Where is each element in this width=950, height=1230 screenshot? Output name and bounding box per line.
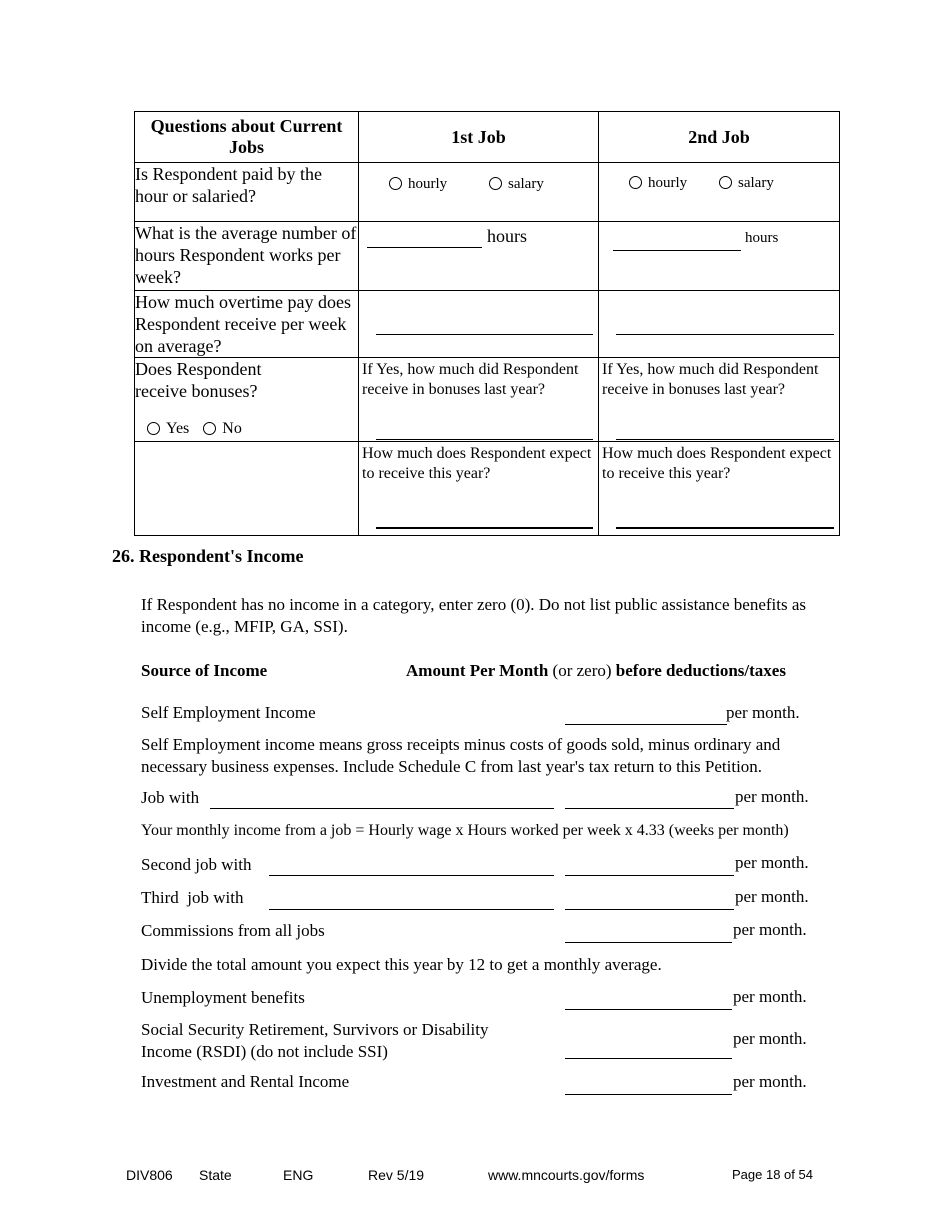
job1-paid-type (359, 163, 599, 222)
job1-hourly-label: hourly (408, 176, 448, 192)
question-paid-type: Is Respondent paid by the hour or salaried? (135, 163, 359, 222)
bonus-yes-label: Yes (166, 420, 190, 437)
job1-bonus-this-year-label: How much does Respondent expect to receive this year? (362, 445, 592, 482)
footer-state: State (199, 1167, 232, 1183)
job2-hours-unit: hours (745, 230, 779, 246)
footer-url[interactable]: www.mncourts.gov/forms (488, 1167, 645, 1183)
job-with-per-month: per month. (735, 787, 809, 806)
job2-hours (599, 222, 840, 291)
job1-hours (359, 222, 599, 291)
investment-amount-field[interactable] (565, 1094, 732, 1095)
job2-hourly-radio[interactable] (629, 176, 642, 189)
job2-hours-field[interactable] (613, 250, 741, 251)
footer-page-number: Page 18 of 54 (732, 1167, 813, 1182)
rsdi-amount-field[interactable] (565, 1058, 732, 1059)
job1-bonus-last-year-label: If Yes, how much did Respondent receive in bonuses last year? (362, 361, 579, 398)
header-2nd-job: 2nd Job (599, 112, 840, 163)
job2-bonus-this-year-label: How much does Respondent expect to receive this year? (602, 445, 832, 482)
job2-bonus-last-year (599, 358, 840, 442)
rsdi-per-month: per month. (733, 1029, 807, 1048)
third-job-employer-field[interactable] (269, 909, 554, 910)
job1-overtime (359, 291, 599, 358)
job1-bonus-this-year (359, 442, 599, 536)
question-hours: What is the average number of hours Respondent works per week? (135, 222, 359, 291)
unemployment-label: Unemployment benefits (141, 988, 305, 1007)
second-job-label: Second job with (141, 855, 252, 874)
unemployment-amount-field[interactable] (565, 1009, 732, 1010)
col-source-header: Source of Income (141, 661, 268, 680)
commissions-per-month: per month. (733, 920, 807, 939)
section-title: 26. Respondent's Income (112, 546, 304, 566)
rsdi-label: Social Security Retirement, Survivors or Disability Income (RSDI) (do not include SSI) (141, 1020, 489, 1061)
commissions-amount-field[interactable] (565, 942, 732, 943)
job2-salary-radio[interactable] (719, 176, 732, 189)
bonus-no-label: No (222, 420, 242, 437)
job1-bonus-last-year-field[interactable] (376, 439, 593, 440)
question-overtime: How much overtime pay does Respondent receive per week on average? (135, 291, 359, 358)
job-with-amount-field[interactable] (565, 808, 734, 809)
col-amount-header: Amount Per Month (or zero) before deductions/taxes (406, 661, 786, 680)
footer-language: ENG (283, 1167, 314, 1183)
job1-salary-label: salary (508, 176, 544, 192)
job1-hours-unit: hours (487, 226, 527, 246)
self-employment-per-month: per month. (726, 703, 800, 722)
self-employment-amount-field[interactable] (565, 724, 727, 725)
job2-hourly-label: hourly (648, 175, 688, 191)
second-job-per-month: per month. (735, 853, 809, 872)
divide-note: Divide the total amount you expect this year by 12 to get a monthly average. (141, 955, 662, 974)
job2-overtime-field[interactable] (616, 334, 834, 335)
current-jobs-table (134, 111, 840, 536)
header-questions: Questions about Current Jobs (135, 112, 359, 163)
job2-salary-label: salary (738, 175, 774, 191)
job2-bonus-last-year-field[interactable] (616, 439, 834, 440)
job1-bonus-this-year-field[interactable] (376, 527, 593, 529)
commissions-label: Commissions from all jobs (141, 921, 325, 940)
job-formula-note: Your monthly income from a job = Hourly wage x Hours worked per week x 4.33 (weeks per month) (141, 822, 789, 839)
second-job-amount-field[interactable] (565, 875, 734, 876)
job2-bonus-last-year-label: If Yes, how much did Respondent receive in bonuses last year? (602, 361, 819, 398)
job1-hours-field[interactable] (367, 247, 482, 248)
footer-form-number: DIV806 (126, 1167, 173, 1183)
bonus-no-radio[interactable] (203, 422, 216, 435)
self-employment-label: Self Employment Income (141, 703, 316, 722)
self-employment-note: Self Employment income means gross receipts minus costs of goods sold, minus ordinary and necessary business expenses. Include Schedule C from last year's tax return to this Petition. (141, 735, 781, 776)
bonus-yes-radio[interactable] (147, 422, 160, 435)
investment-per-month: per month. (733, 1072, 807, 1091)
third-job-per-month: per month. (735, 887, 809, 906)
header-1st-job: 1st Job (359, 112, 599, 163)
job1-salary-radio[interactable] (489, 177, 502, 190)
investment-label: Investment and Rental Income (141, 1072, 350, 1091)
third-job-amount-field[interactable] (565, 909, 734, 910)
job1-hourly-radio[interactable] (389, 177, 402, 190)
footer-revision: Rev 5/19 (368, 1167, 425, 1183)
empty-cell (135, 442, 359, 536)
job2-overtime (599, 291, 840, 358)
job-with-employer-field[interactable] (210, 808, 554, 809)
job2-paid-type (599, 163, 840, 222)
third-job-label: Third job with (141, 888, 244, 907)
job-with-label: Job with (141, 788, 200, 807)
income-intro: If Respondent has no income in a category, enter zero (0). Do not list public assistance benefits as income (e.g., MFIP, GA, SSI). (141, 595, 807, 636)
unemployment-per-month: per month. (733, 987, 807, 1006)
job2-bonus-this-year-field[interactable] (616, 527, 834, 529)
job1-bonus-last-year (359, 358, 599, 442)
job1-overtime-field[interactable] (376, 334, 593, 335)
second-job-employer-field[interactable] (269, 875, 554, 876)
job2-bonus-this-year (599, 442, 840, 536)
question-bonuses: Does Respondent receive bonuses? Yes No (135, 358, 359, 442)
